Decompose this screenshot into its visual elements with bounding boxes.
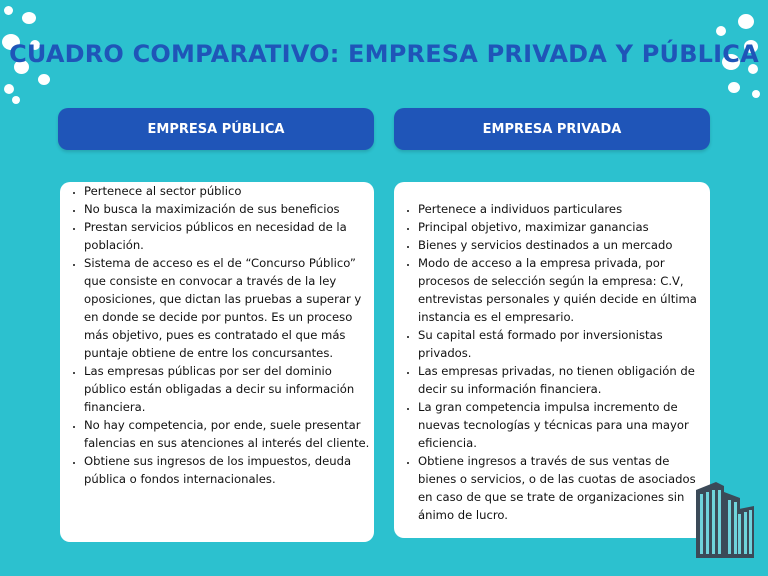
list-item: • Las empresas públicas por ser del dominio público están obligadas a decir su información financiera.	[84, 362, 370, 416]
list-item: • Obtiene ingresos a través de sus ventas de bienes o servicios, o de las cuotas de asociados en caso de que se trate de organizaciones sin ánimo de lucro.	[418, 452, 706, 524]
list-item: • Bienes y servicios destinados a un mercado	[418, 236, 706, 254]
building-icon	[694, 478, 756, 558]
header-empresa-privada-label: EMPRESA PRIVADA	[482, 121, 622, 137]
card-empresa-publica	[60, 182, 374, 542]
list-item: • No hay competencia, por ende, suele presentar falencias en sus atenciones al interés del cliente.	[84, 416, 370, 452]
list-item: • Prestan servicios públicos en necesidad de la población.	[84, 218, 370, 254]
list-item: • Principal objetivo, maximizar ganancias	[418, 218, 706, 236]
list-item: • Su capital está formado por inversionistas privados.	[418, 326, 706, 362]
list-item: • Sistema de acceso es el de “Concurso Público” que consiste en convocar a través de la ley oposiciones, que dictan las pruebas a superar y en donde se decide por puntos. Es un proceso más objetivo, pues es contratado el que más puntaje obtiene de entre los concursantes.	[84, 254, 370, 362]
list-item: • Pertenece a individuos particulares	[418, 200, 706, 218]
card-empresa-privada	[394, 182, 710, 538]
header-empresa-publica-label: EMPRESA PÚBLICA	[147, 121, 285, 137]
list-empresa-publica	[64, 182, 370, 488]
list-item: • Las empresas privadas, no tienen obligación de decir su información financiera.	[418, 362, 706, 398]
list-item: • Modo de acceso a la empresa privada, por procesos de selección según la empresa: C.V, entrevistas personales y quién decide en última instancia es el empresario.	[418, 254, 706, 326]
header-empresa-privada	[394, 108, 710, 150]
list-item: • Pertenece al sector público	[84, 182, 370, 200]
page-title: CUADRO COMPARATIVO: EMPRESA PRIVADA Y PÚBLICA	[9, 40, 759, 68]
list-item: • No busca la maximización de sus beneficios	[84, 200, 370, 218]
list-item: • La gran competencia impulsa incremento de nuevas tecnologías y técnicas para una mayor eficiencia.	[418, 398, 706, 452]
list-item: • Obtiene sus ingresos de los impuestos, deuda pública o fondos internacionales.	[84, 452, 370, 488]
header-empresa-publica	[58, 108, 374, 150]
list-empresa-privada	[398, 200, 706, 524]
